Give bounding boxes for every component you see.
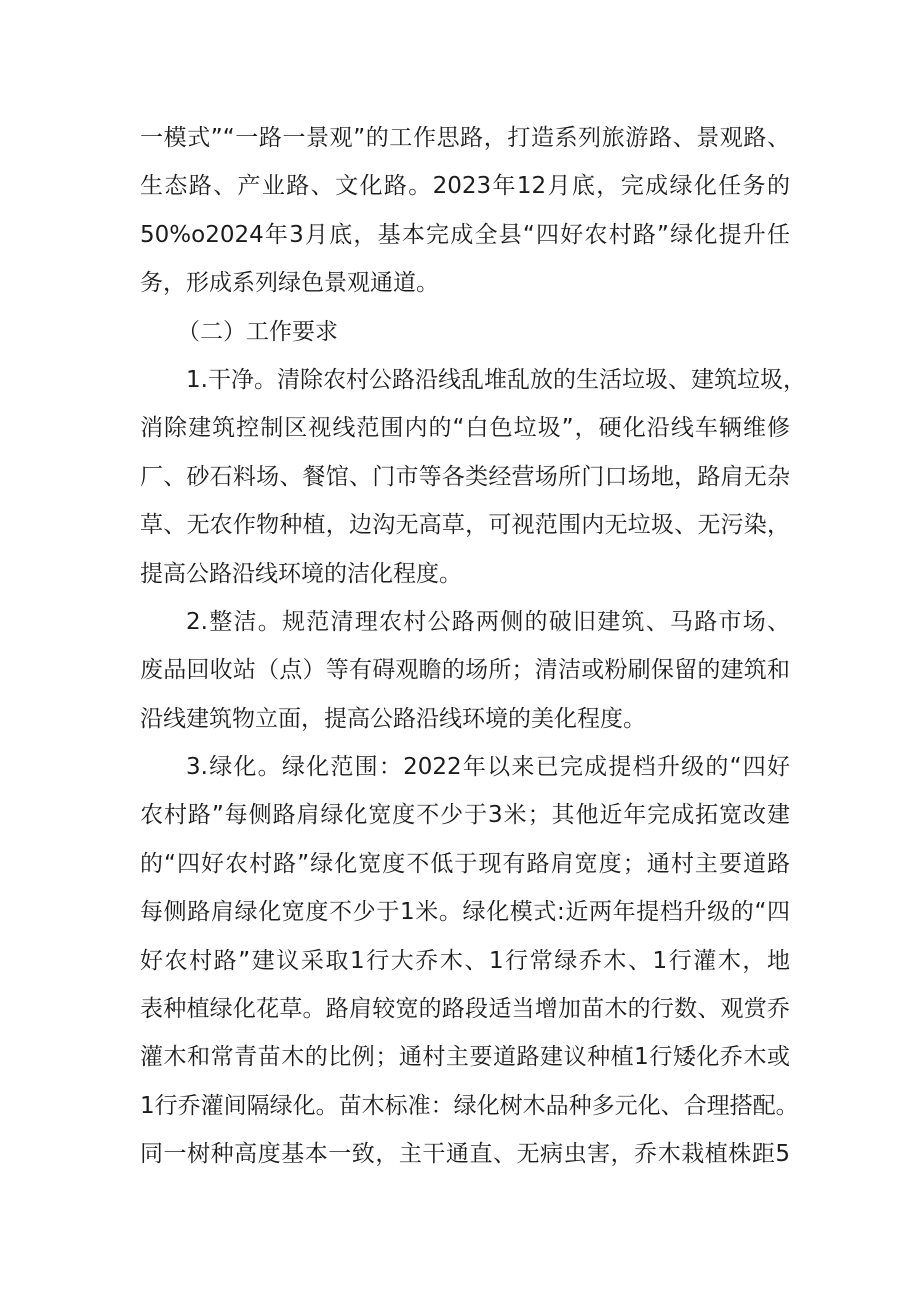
text-line: 提高公路沿线环境的洁化程度。 xyxy=(140,560,462,587)
text-line: 沿线建筑物立面，提高公路沿线环境的美化程度。 xyxy=(140,705,646,732)
text-line: 务，形成系列绿色景观通道。 xyxy=(140,270,439,297)
text-line: 同一树种高度基本一致，主干通直、无病虫害，乔木栽植株距5 xyxy=(140,1141,790,1168)
text-line: 厂、砂石料场、餐馆、门市等各类经营场所门口场地，路肩无杂 xyxy=(140,463,790,490)
text-line: 50%o2024年3月底，基本完成全县“四好农村路”绿化提升任 xyxy=(140,221,790,248)
text-line: 灌木和常青苗木的比例；通村主要道路建议种植1行矮化乔木或 xyxy=(140,1044,790,1071)
text-line: 1.干净。清除农村公路沿线乱堆乱放的生活垃圾、建筑垃圾， xyxy=(186,366,806,393)
text-line: 2.整洁。规范清理农村公路两侧的破旧建筑、马路市场、 xyxy=(186,608,790,635)
text-line: 消除建筑控制区视线范围内的“白色垃圾”，硬化沿线车辆维修 xyxy=(140,415,790,442)
text-line: 一模式”“一路一景观”的工作思路，打造系列旅游路、景观路、 xyxy=(140,125,790,151)
text-line: 每侧路肩绿化宽度不少于1米。绿化模式:近两年提档升级的“四 xyxy=(140,899,790,926)
text-line: 的“四好农村路”绿化宽度不低于现有路肩宽度；通村主要道路 xyxy=(140,850,790,877)
section-heading: （二）工作要求 xyxy=(177,318,338,345)
text-line: 草、无农作物种植，边沟无高草，可视范围内无垃圾、无污染， xyxy=(140,512,790,539)
text-line: 农村路”每侧路肩绿化宽度不少于3米；其他近年完成拓宽改建 xyxy=(140,802,790,829)
text-line: 生态路、产业路、文化路。2023年12月底，完成绿化任务的 xyxy=(140,173,790,200)
text-line: 废品回收站（点）等有碍观瞻的场所；清洁或粉刷保留的建筑和 xyxy=(140,657,790,684)
text-line: 3.绿化。绿化范围：2022年以来已完成提档升级的“四好 xyxy=(186,754,790,781)
body-text xyxy=(140,114,806,1179)
text-line: 好农村路”建议采取1行大乔木、1行常绿乔木、1行灌木，地 xyxy=(140,947,790,974)
text-line: 表种植绿化花草。路肩较宽的路段适当增加苗木的行数、观赏乔 xyxy=(140,996,790,1023)
text-line: 1行乔灌间隔绿化。苗木标准：绿化树木品种多元化、合理搭配。 xyxy=(140,1092,799,1119)
